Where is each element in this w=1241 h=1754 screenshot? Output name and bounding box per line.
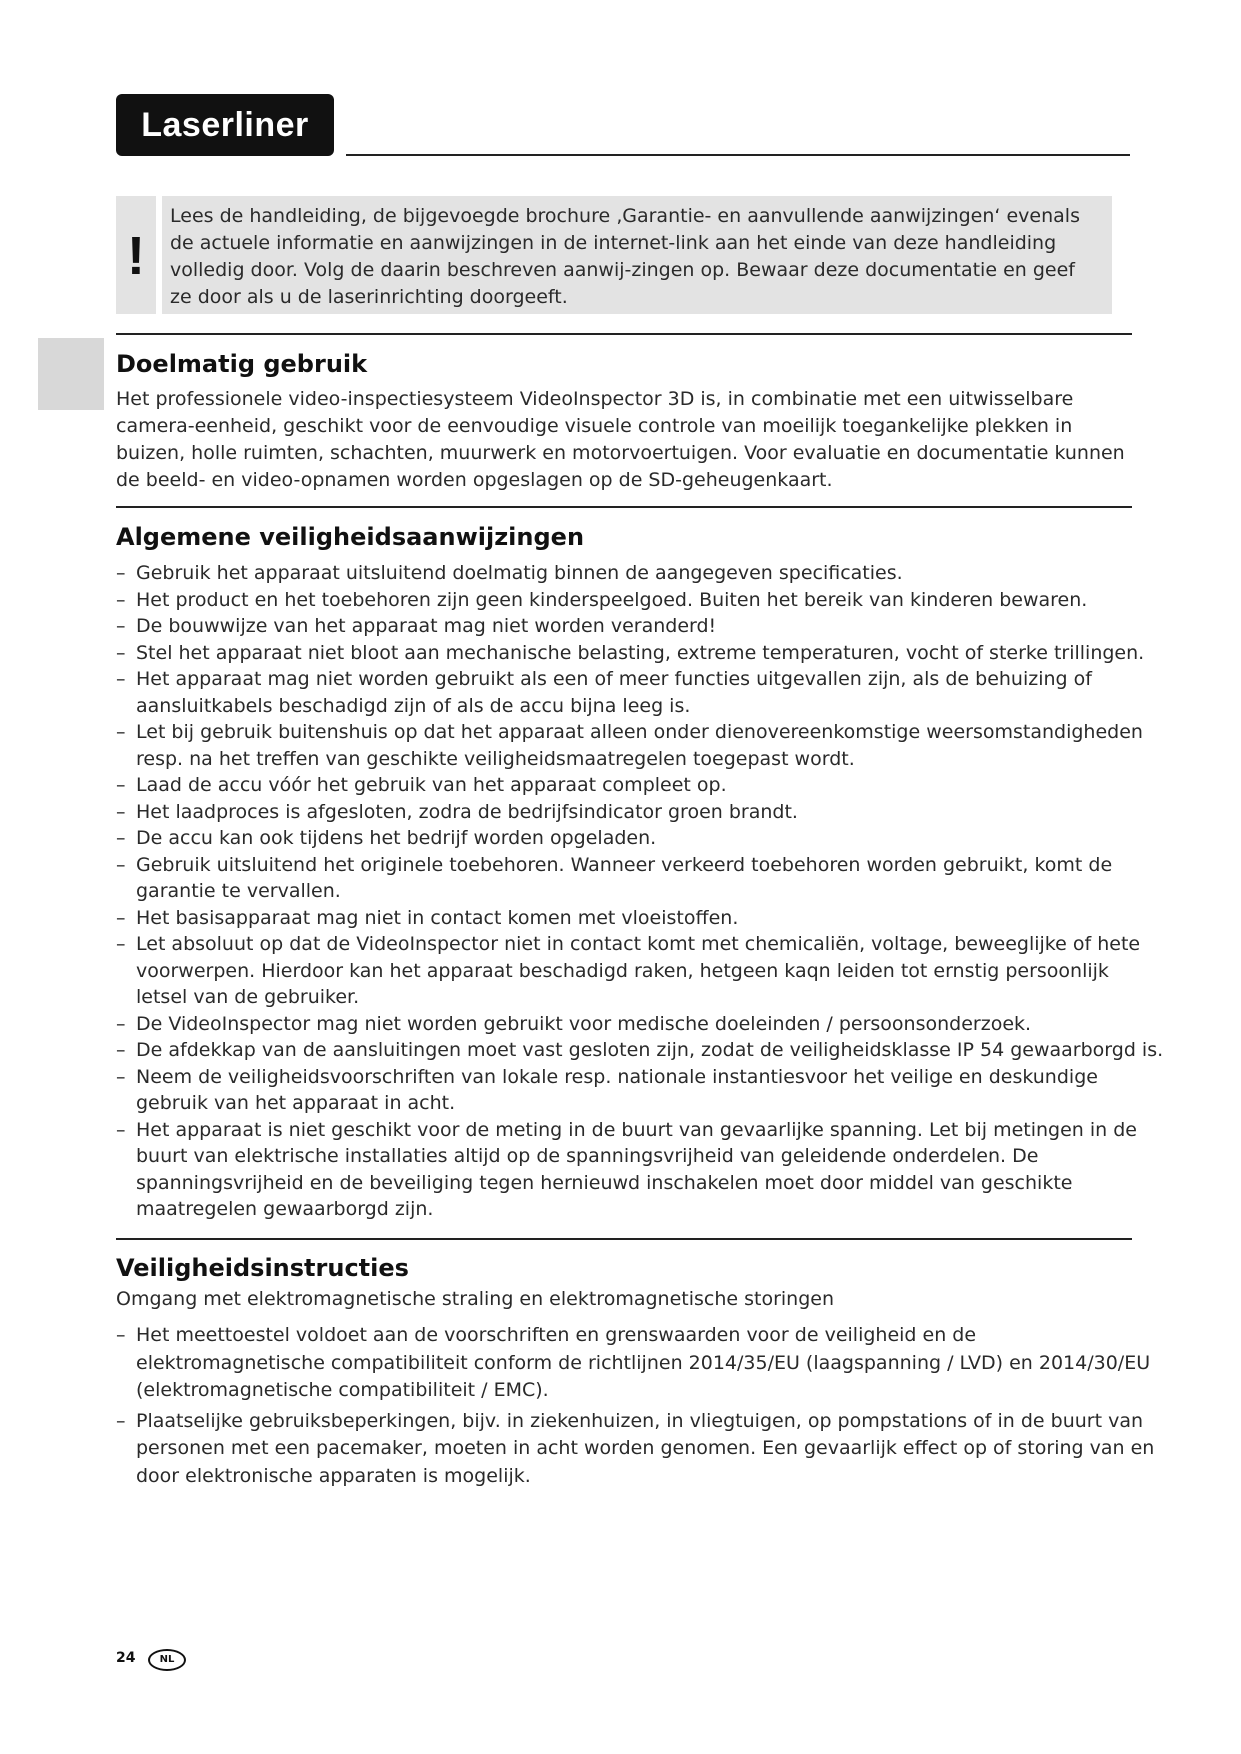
list-item: – De bouwwijze van het apparaat mag niet worden veranderd!	[116, 613, 1166, 640]
list-item: – Het apparaat is niet geschikt voor de meting in de buurt van gevaarlijke spanning. Let bij metingen in de buurt van elektrische installaties altijd op de spanningsvrijheid van geleidende onderdelen. De spanningsvrijheid en de beveiliging tegen hernieuwd inschakelen moet door middel van geschikte maatregelen gewaarborgd zijn.	[116, 1117, 1166, 1223]
section-divider	[116, 1238, 1132, 1240]
list-item: – De accu kan ook tijdens het bedrijf worden opgeladen.	[116, 825, 1166, 852]
list-item: – Het laadproces is afgesloten, zodra de bedrijfsindicator groen brandt.	[116, 799, 1166, 826]
safety-instructions-list	[116, 560, 1166, 1223]
list-item: – De afdekkap van de aansluitingen moet vast gesloten zijn, zodat de veiligheidsklasse IP 54 gewaarborgd is.	[116, 1037, 1166, 1064]
list-item: – Neem de veiligheidsvoorschriften van lokale resp. nationale instantiesvoor het veilige en deskundige gebruik van het apparaat in acht.	[116, 1064, 1166, 1117]
language-tab-marker	[38, 338, 104, 410]
emc-instructions-list	[116, 1322, 1166, 1490]
country-code-badge: NL	[148, 1649, 186, 1671]
page-number: 24	[116, 1650, 136, 1666]
list-item: – Let bij gebruik buitenshuis op dat het apparaat alleen onder dienovereenkomstige weersomstandigheden resp. na het treffen van geschikte veiligheidsmaatregelen toegepast wordt.	[116, 719, 1166, 772]
list-item: – De VideoInspector mag niet worden gebruikt voor medische doeleinden / persoonsonderzoek.	[116, 1011, 1166, 1038]
list-item: – Het apparaat mag niet worden gebruikt als een of meer functies uitgevallen zijn, als de behuizing of aansluitkabels beschadigd zijn of als de accu bijna leeg is.	[116, 666, 1166, 719]
list-item: – Het basisapparaat mag niet in contact komen met vloeistoffen.	[116, 905, 1166, 932]
list-item: – Laad de accu vóór het gebruik van het apparaat compleet op.	[116, 772, 1166, 799]
section-title-veiligheidsinstructies: Veiligheidsinstructies	[116, 1254, 409, 1282]
section-subtitle: Omgang met elektromagnetische straling en elektromagnetische storingen	[116, 1288, 835, 1310]
laserliner-logo: Laserliner	[116, 94, 334, 156]
list-item: – Het product en het toebehoren zijn geen kinderspeelgoed. Buiten het bereik van kinderen bewaren.	[116, 587, 1166, 614]
list-item: – Let absoluut op dat de VideoInspector niet in contact komt met chemicaliën, voltage, beweeglijke of hete voorwerpen. Hierdoor kan het apparaat beschadigd raken, hetgeen kaqn leiden tot ernstig persoonlijk letsel van de gebruiker.	[116, 931, 1166, 1011]
list-item: – Gebruik het apparaat uitsluitend doelmatig binnen de aangegeven specificaties.	[116, 560, 1166, 587]
list-item: – Het meettoestel voldoet aan de voorschriften en grenswaarden voor de veiligheid en de elektromagnetische compatibiliteit conform de richtlijnen 2014/35/EU (laagspanning / LVD) en 2014/30/EU (elektromagnetische compatibiliteit / EMC).	[116, 1322, 1166, 1405]
list-item: – Gebruik uitsluitend het originele toebehoren. Wanneer verkeerd toebehoren worden gebruikt, komt de garantie te vervallen.	[116, 852, 1166, 905]
exclamation-icon: !	[127, 226, 145, 286]
header-rule	[346, 154, 1130, 156]
section-title-doelmatig-gebruik: Doelmatig gebruik	[116, 350, 368, 378]
section-text-doelmatig-gebruik: Het professionele video-inspectiesysteem VideoInspector 3D is, in combinatie met een uitwisselbare camera-eenheid, geschikt voor de eenvoudige visuele controle van moeilijk toegankelijke plekken in buizen, holle ruimten, schachten, muurwerk en motorvoertuigen. Voor evaluatie en documentatie kunnen de beeld- en video-opnamen worden opgeslagen op de SD-geheugenkaart.	[116, 388, 1125, 491]
section-title-algemene-veiligheidsaanwijzingen: Algemene veiligheidsaanwijzingen	[116, 523, 585, 551]
notice-text: Lees de handleiding, de bijgevoegde brochure ‚Garantie- en aanvullende aanwijzingen‘ evenals de actuele informatie en aanwijzingen in de internet-link aan het einde van deze handleiding volledig door. Volg de daarin beschreven aanwij-zingen op. Bewaar deze documentatie en geef ze door als u de laserinrichting doorgeeft.	[162, 196, 1112, 314]
list-item: – Plaatselijke gebruiksbeperkingen, bijv. in ziekenhuizen, in vliegtuigen, op pompstations of in de buurt van personen met een pacemaker, moeten in acht worden genomen. Een gevaarlijk effect op of storing van en door elektronische apparaten is mogelijk.	[116, 1408, 1166, 1491]
section-divider	[116, 333, 1132, 335]
section-divider	[116, 506, 1132, 508]
list-item: – Stel het apparaat niet bloot aan mechanische belasting, extreme temperaturen, vocht of sterke trillingen.	[116, 640, 1166, 667]
